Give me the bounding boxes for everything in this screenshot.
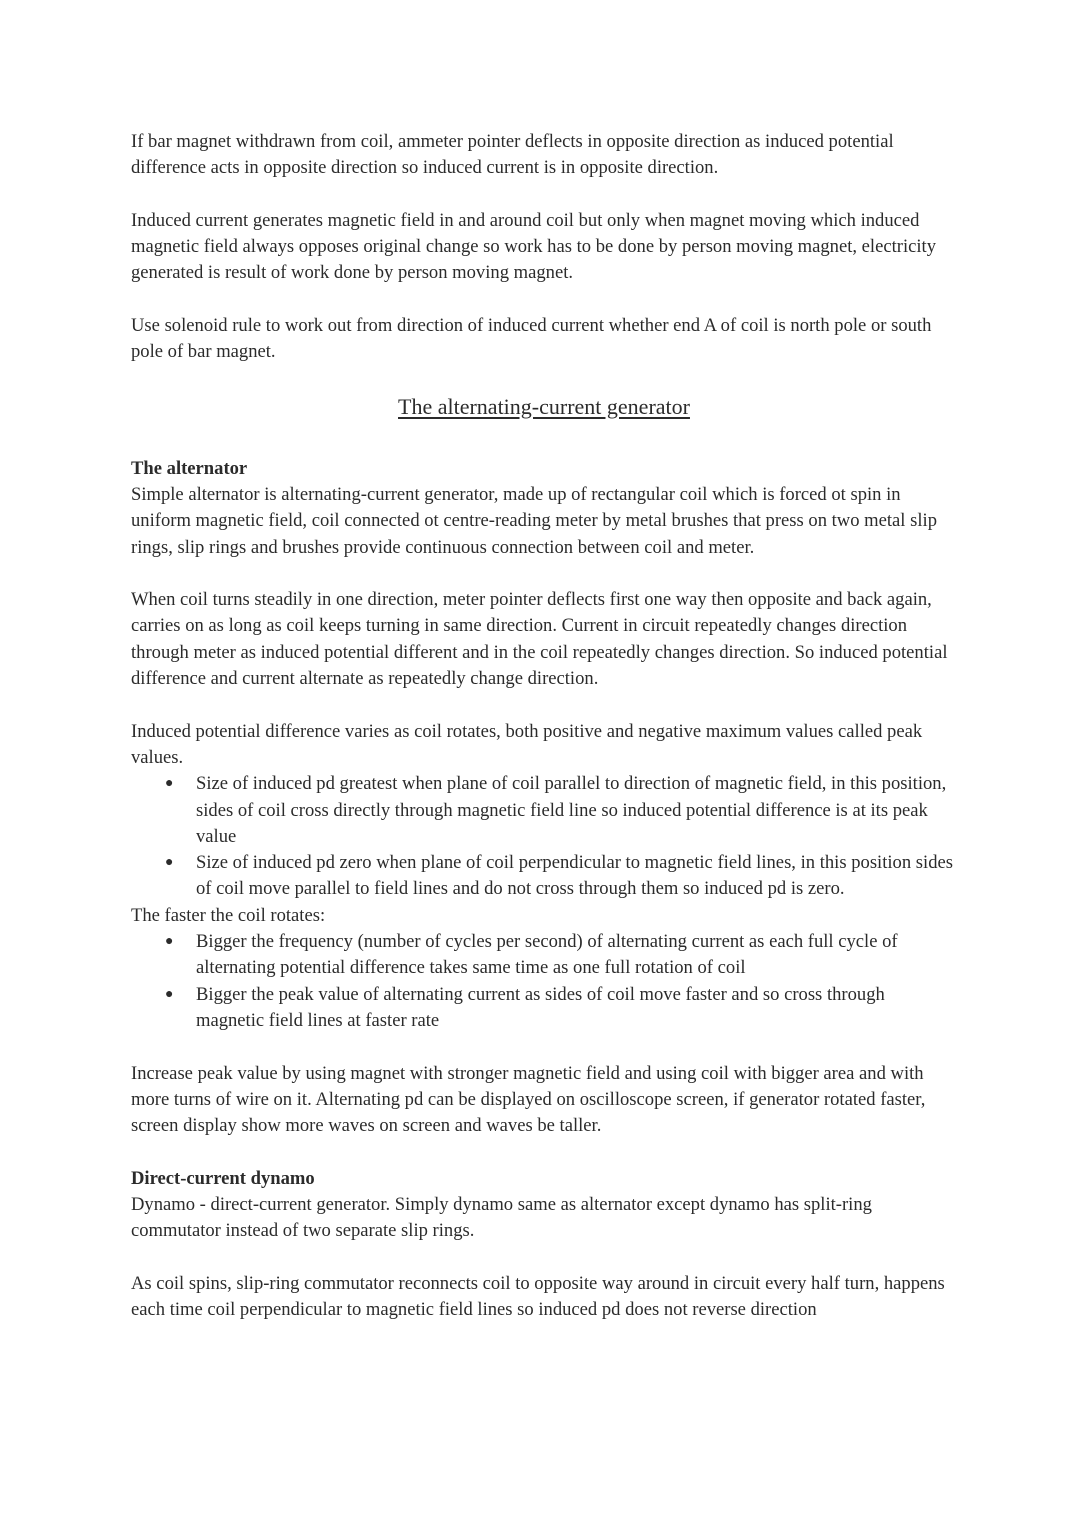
paragraph-withdrawn-magnet: If bar magnet withdrawn from coil, ammeter pointer deflects in opposite direction as induced potential difference acts in opposite direction so induced current is in opposite direction. bbox=[131, 131, 894, 179]
list-item bbox=[131, 771, 957, 850]
paragraph-induced-current: Induced current generates magnetic field in and around coil but only when magnet moving which induced magnetic field always opposes original change so work has to be done by person moving magnet, electricity generated is result of work done by person moving magnet. bbox=[131, 209, 936, 284]
bullet-list-faster bbox=[131, 929, 957, 1034]
list-item-text: Size of induced pd zero when plane of coil perpendicular to magnetic field lines, in this position sides of coil move parallel to field lines and do not cross through them so induced pd is zero. bbox=[196, 852, 953, 900]
list-item-text: Bigger the frequency (number of cycles per second) of alternating current as each full cycle of alternating potential difference takes same time as one full rotation of coil bbox=[196, 931, 898, 979]
paragraph-alternator-description: Simple alternator is alternating-current generator, made up of rectangular coil which is forced ot spin in uniform magnetic field, coil connected ot centre-reading meter by metal brushes that press on two metal slip rings, slip rings and brushes provide continuous connection between coil and meter. bbox=[131, 483, 937, 558]
bullet-icon: ● bbox=[165, 855, 174, 871]
paragraph-coil-turns: When coil turns steadily in one direction, meter pointer deflects first one way then opposite and back again, carries on as long as coil keeps turning in same direction. Current in circuit repeatedly changes direction through meter as induced potential different and in the coil repeatedly changes direction. So induced potential difference and current alternate as repeatedly change direction. bbox=[131, 589, 948, 690]
heading-alternator: The alternator bbox=[131, 457, 248, 479]
bullet-icon: ● bbox=[165, 776, 174, 792]
paragraph-peak-values: Induced potential difference varies as coil rotates, both positive and negative maximum values called peak values. bbox=[131, 720, 923, 768]
section-title: The alternating-current generator bbox=[398, 393, 690, 419]
bullet-icon: ● bbox=[165, 934, 174, 950]
paragraph-increase-peak: Increase peak value by using magnet with stronger magnetic field and using coil with bigger area and with more turns of wire on it. Alternating pd can be displayed on oscilloscope screen, if generator rotated faster, screen display show more waves on screen and waves be taller. bbox=[131, 1062, 926, 1137]
document-page bbox=[131, 129, 957, 1323]
paragraph-faster-intro: The faster the coil rotates: bbox=[131, 904, 326, 926]
list-item bbox=[131, 850, 957, 903]
paragraph-commutator: As coil spins, slip-ring commutator reconnects coil to opposite way around in circuit every half turn, happens each time coil perpendicular to magnetic field lines so induced pd does not reverse direction bbox=[131, 1272, 945, 1321]
list-item bbox=[131, 929, 957, 982]
list-item-text: Size of induced pd greatest when plane of coil parallel to direction of magnetic field, in this position, sides of coil cross directly through magnetic field line so induced potential difference is at its peak value bbox=[196, 773, 947, 847]
bullet-list-induced-pd bbox=[131, 771, 957, 902]
paragraph-dynamo-description: Dynamo - direct-current generator. Simply dynamo same as alternator except dynamo has split-ring commutator instead of two separate slip rings. bbox=[131, 1193, 872, 1242]
list-item bbox=[131, 982, 957, 1035]
bullet-icon: ● bbox=[165, 986, 174, 1002]
paragraph-solenoid-rule: Use solenoid rule to work out from direction of induced current whether end A of coil is north pole or south pole of bar magnet. bbox=[131, 315, 932, 363]
list-item-text: Bigger the peak value of alternating current as sides of coil move faster and so cross through magnetic field lines at faster rate bbox=[196, 983, 885, 1031]
heading-dynamo: Direct-current dynamo bbox=[131, 1167, 315, 1189]
